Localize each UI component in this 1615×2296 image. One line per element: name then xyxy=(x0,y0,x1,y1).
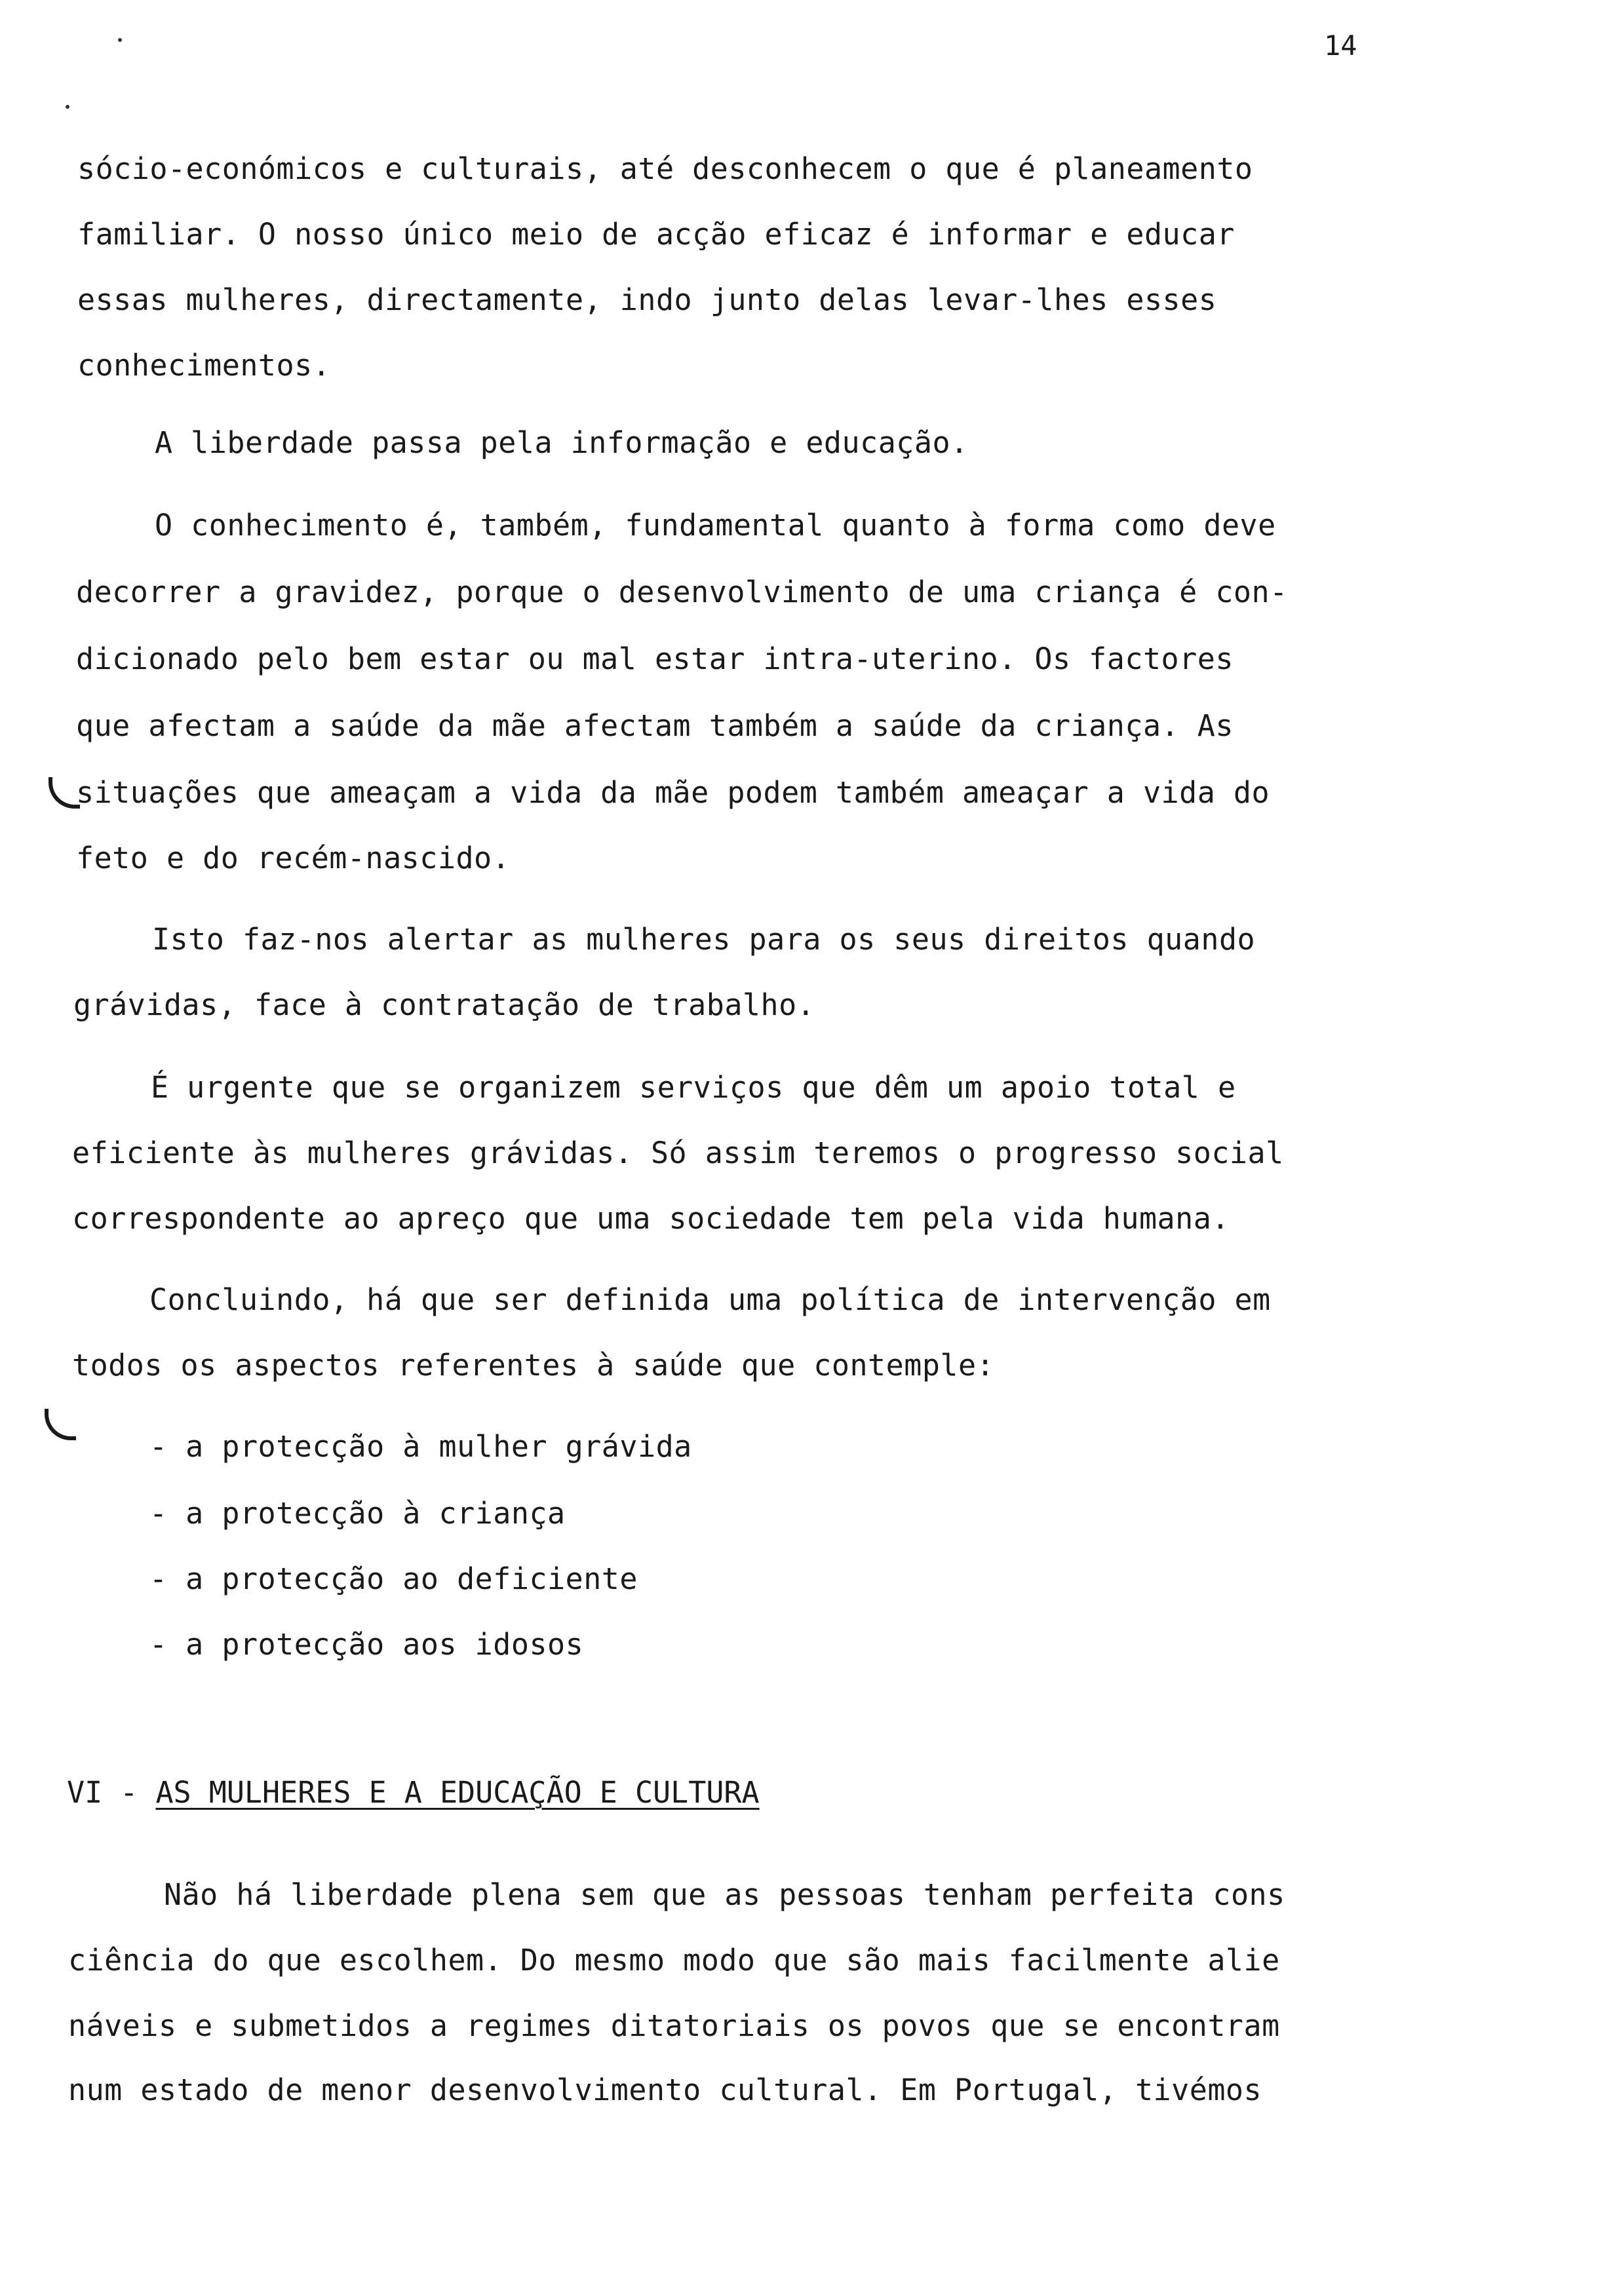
paragraph-line: todos os aspectos referentes à saúde que contemple: xyxy=(72,1348,995,1383)
paragraph-line: conhecimentos. xyxy=(77,348,331,383)
paragraph-line: correspondente ao apreço que uma sociedade tem pela vida humana. xyxy=(72,1201,1230,1236)
paragraph-line: Isto faz-nos alertar as mulheres para os seus direitos quando xyxy=(152,922,1256,957)
paragraph-line: Concluindo, há que ser definida uma política de intervenção em xyxy=(149,1282,1271,1317)
paragraph-line: Não há liberdade plena sem que as pessoas tenham perfeita cons xyxy=(164,1877,1285,1912)
list-item: - a protecção à mulher grávida xyxy=(149,1429,692,1464)
paragraph-line: feto e do recém-nascido. xyxy=(76,841,511,875)
list-item: - a protecção à criança xyxy=(149,1496,566,1531)
paragraph-line: num estado de menor desenvolvimento cultural. Em Portugal, tivémos xyxy=(68,2073,1262,2107)
paragraph-line: que afectam a saúde da mãe afectam também a saúde da criança. As xyxy=(76,708,1234,743)
paragraph-line: familiar. O nosso único meio de acção eficaz é informar e educar xyxy=(77,217,1235,252)
scan-speck xyxy=(118,38,122,42)
section-title: AS MULHERES E A EDUCAÇÃO E CULTURA xyxy=(155,1775,760,1810)
section-heading xyxy=(67,1773,760,1812)
paragraph-line: O conhecimento é, também, fundamental quanto à forma como deve xyxy=(155,508,1276,543)
list-item: - a protecção ao deficiente xyxy=(149,1561,638,1596)
paragraph-line: náveis e submetidos a regimes ditatoriais os povos que se encontram xyxy=(68,2008,1280,2043)
paragraph-line: situações que ameaçam a vida da mãe podem também ameaçar a vida do xyxy=(76,775,1270,810)
margin-mark xyxy=(49,777,80,809)
paragraph-line: dicionado pelo bem estar ou mal estar intra-uterino. Os factores xyxy=(76,641,1234,676)
margin-mark xyxy=(45,1409,76,1440)
paragraph-line: ciência do que escolhem. Do mesmo modo que são mais facilmente alie xyxy=(68,1943,1280,1978)
paragraph-line: decorrer a gravidez, porque o desenvolvimento de uma criança é con- xyxy=(76,575,1288,609)
page-number: 14 xyxy=(1324,29,1357,62)
scan-speck xyxy=(66,105,69,109)
section-number: VI - xyxy=(67,1775,156,1810)
paragraph-line: essas mulheres, directamente, indo junto delas levar-lhes esses xyxy=(77,282,1217,317)
paragraph-line: A liberdade passa pela informação e educação. xyxy=(155,425,969,460)
paragraph-line: eficiente às mulheres grávidas. Só assim teremos o progresso social xyxy=(72,1136,1284,1170)
paragraph-line: É urgente que se organizem serviços que dêm um apoio total e xyxy=(151,1070,1236,1105)
paragraph-line: grávidas, face à contratação de trabalho. xyxy=(73,987,815,1022)
paragraph-line: sócio-económicos e culturais, até desconhecem o que é planeamento xyxy=(77,151,1253,186)
list-item: - a protecção aos idosos xyxy=(149,1627,584,1662)
